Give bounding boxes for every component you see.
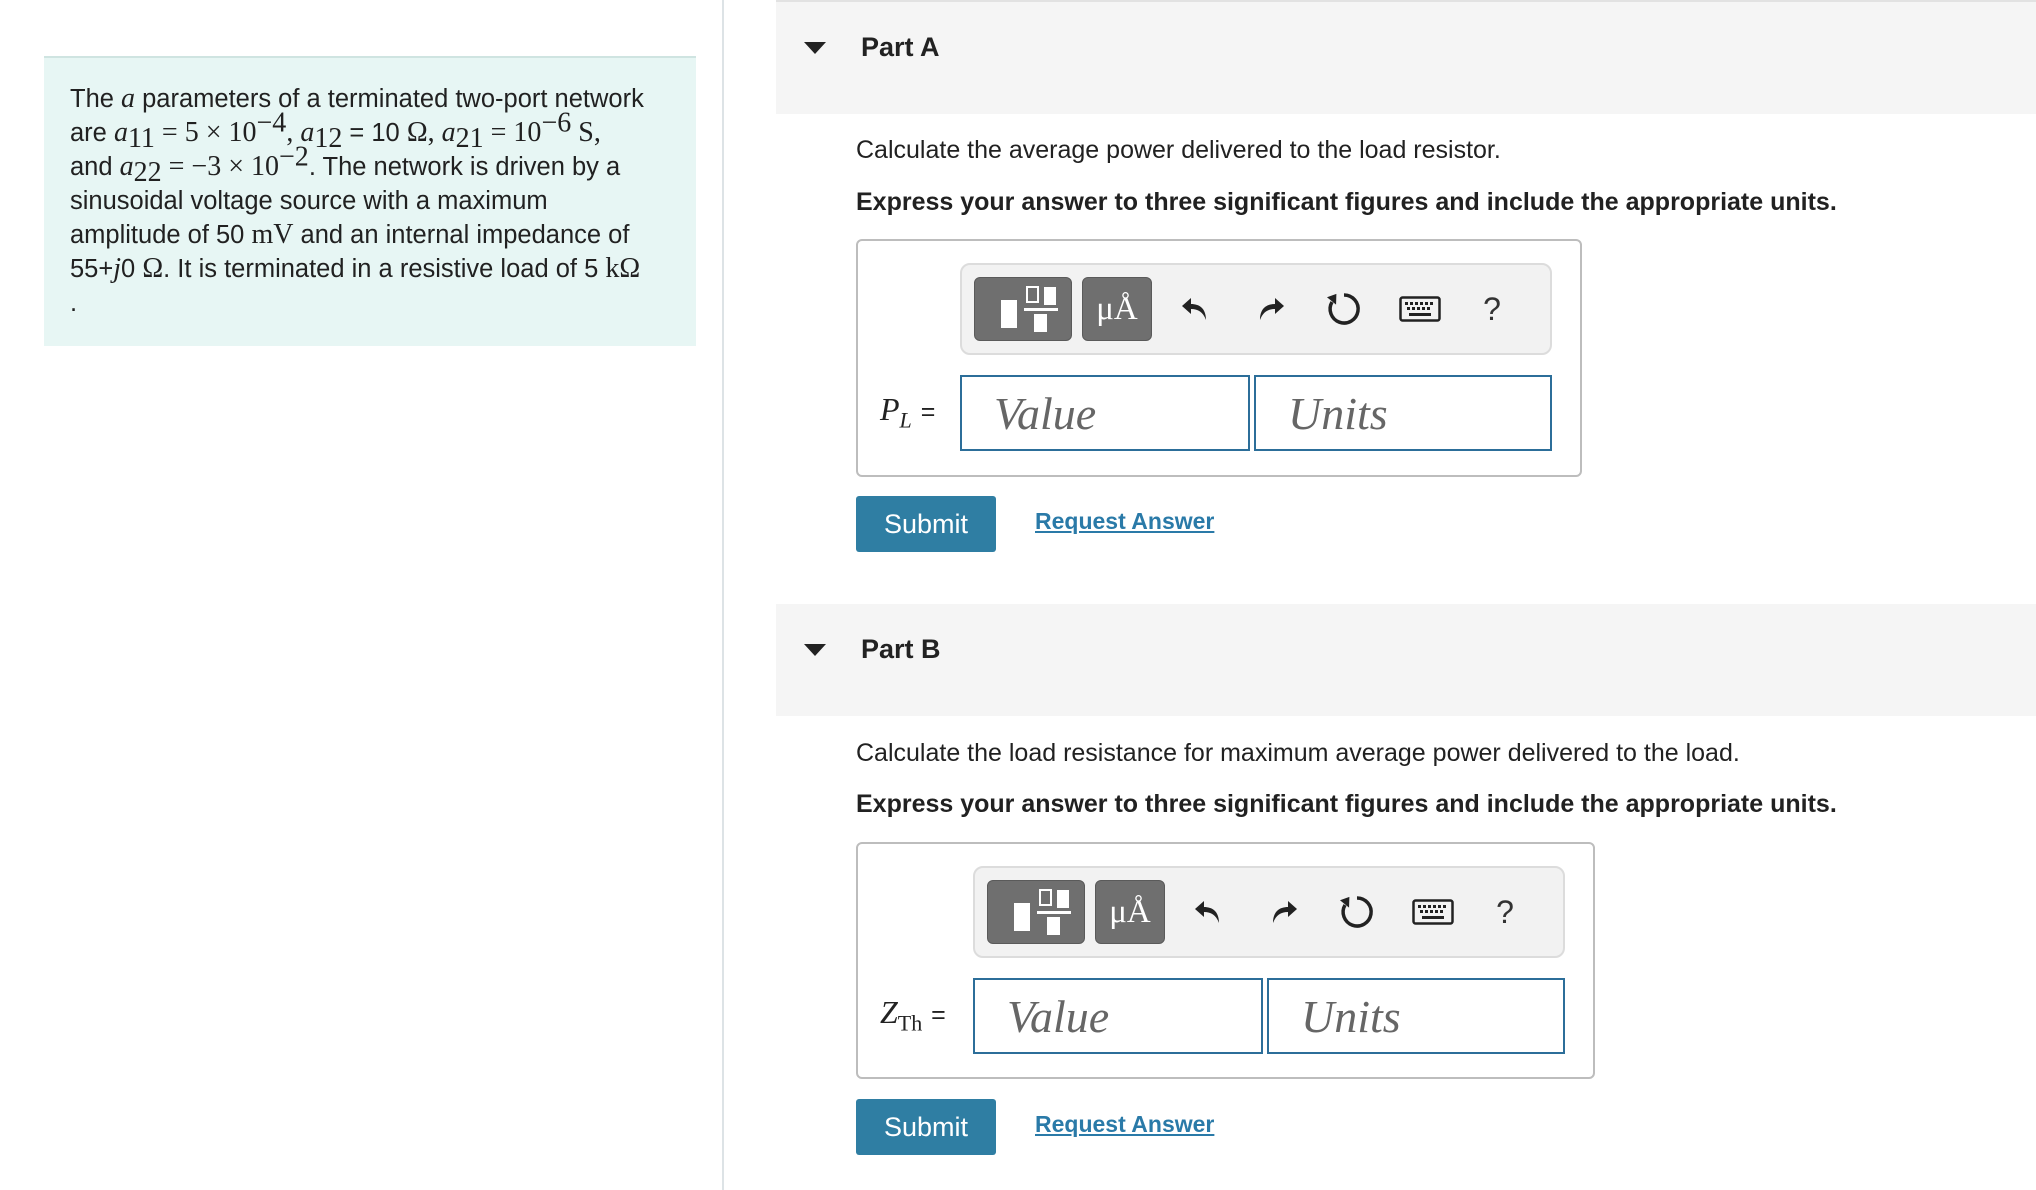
- reset-icon[interactable]: [1329, 882, 1385, 942]
- collapse-triangle-icon[interactable]: [804, 644, 826, 656]
- problem-line-5: amplitude of 50 mV and an internal impedance of: [70, 219, 630, 250]
- part-a-header[interactable]: [776, 2, 2036, 114]
- part-b-header[interactable]: [776, 604, 2036, 716]
- problem-line-3: and $a_{22} = -3 \times 10^{-2}$. The network is driven by a: [70, 141, 621, 189]
- part-a-question: Calculate the average power delivered to the load resistor.: [856, 136, 1501, 164]
- part-b-submit-button[interactable]: Submit: [856, 1099, 996, 1155]
- problem-line-2: are $a_{11} = 5 \times 10^{-4}$, $a_{12} = 10$ Ω, $a_{21} = 10^{-6}$ S,: [70, 107, 601, 155]
- part-a-answer-box: [856, 239, 1582, 477]
- fraction-template-icon: [975, 278, 1073, 342]
- help-button[interactable]: ?: [1496, 893, 1514, 930]
- part-a-submit-button[interactable]: Submit: [856, 496, 996, 552]
- units-button[interactable]: μÅ: [1082, 277, 1152, 341]
- part-b-request-answer-link[interactable]: Request Answer: [1035, 1111, 1215, 1137]
- reset-icon[interactable]: [1316, 279, 1372, 339]
- part-a-units-input[interactable]: [1254, 375, 1552, 451]
- undo-icon[interactable]: [1168, 279, 1224, 339]
- part-b-math-toolbar: [973, 866, 1565, 958]
- problem-statement: [44, 56, 696, 346]
- part-b-question: Calculate the load resistance for maximum average power delivered to the load.: [856, 739, 1740, 767]
- part-b-instruction: Express your answer to three significant figures and include the appropriate units.: [856, 790, 1837, 818]
- units-button[interactable]: μÅ: [1095, 880, 1165, 944]
- part-b-answer-box: [856, 842, 1595, 1079]
- collapse-triangle-icon[interactable]: [804, 42, 826, 54]
- keyboard-icon[interactable]: [1405, 882, 1461, 942]
- part-a-title: Part A: [861, 32, 940, 62]
- templates-button[interactable]: [974, 277, 1072, 341]
- problem-line-1: The a parameters of a terminated two-port network: [70, 83, 644, 114]
- fraction-template-icon: [988, 881, 1086, 945]
- redo-icon[interactable]: [1242, 279, 1298, 339]
- undo-icon[interactable]: [1181, 882, 1237, 942]
- problem-line-4: sinusoidal voltage source with a maximum: [70, 187, 548, 215]
- help-button[interactable]: ?: [1483, 290, 1501, 327]
- column-divider: [722, 0, 724, 1190]
- redo-icon[interactable]: [1255, 882, 1311, 942]
- part-a-variable-label: $P_L$ =: [880, 391, 936, 433]
- part-b-units-input[interactable]: [1267, 978, 1565, 1054]
- templates-button[interactable]: [987, 880, 1085, 944]
- part-a-math-toolbar: [960, 263, 1552, 355]
- part-b-value-input[interactable]: [973, 978, 1263, 1054]
- part-a-value-input[interactable]: [960, 375, 1250, 451]
- part-b-title: Part B: [861, 634, 941, 664]
- part-a-request-answer-link[interactable]: Request Answer: [1035, 508, 1215, 534]
- part-a-instruction: Express your answer to three significant figures and include the appropriate units.: [856, 188, 1837, 216]
- problem-line-7: .: [70, 289, 78, 317]
- part-b-variable-label: $Z_{Th}$ =: [880, 994, 946, 1036]
- keyboard-icon[interactable]: [1392, 279, 1448, 339]
- problem-line-6: 55+j0 Ω. It is terminated in a resistive load of 5 kΩ: [70, 253, 641, 284]
